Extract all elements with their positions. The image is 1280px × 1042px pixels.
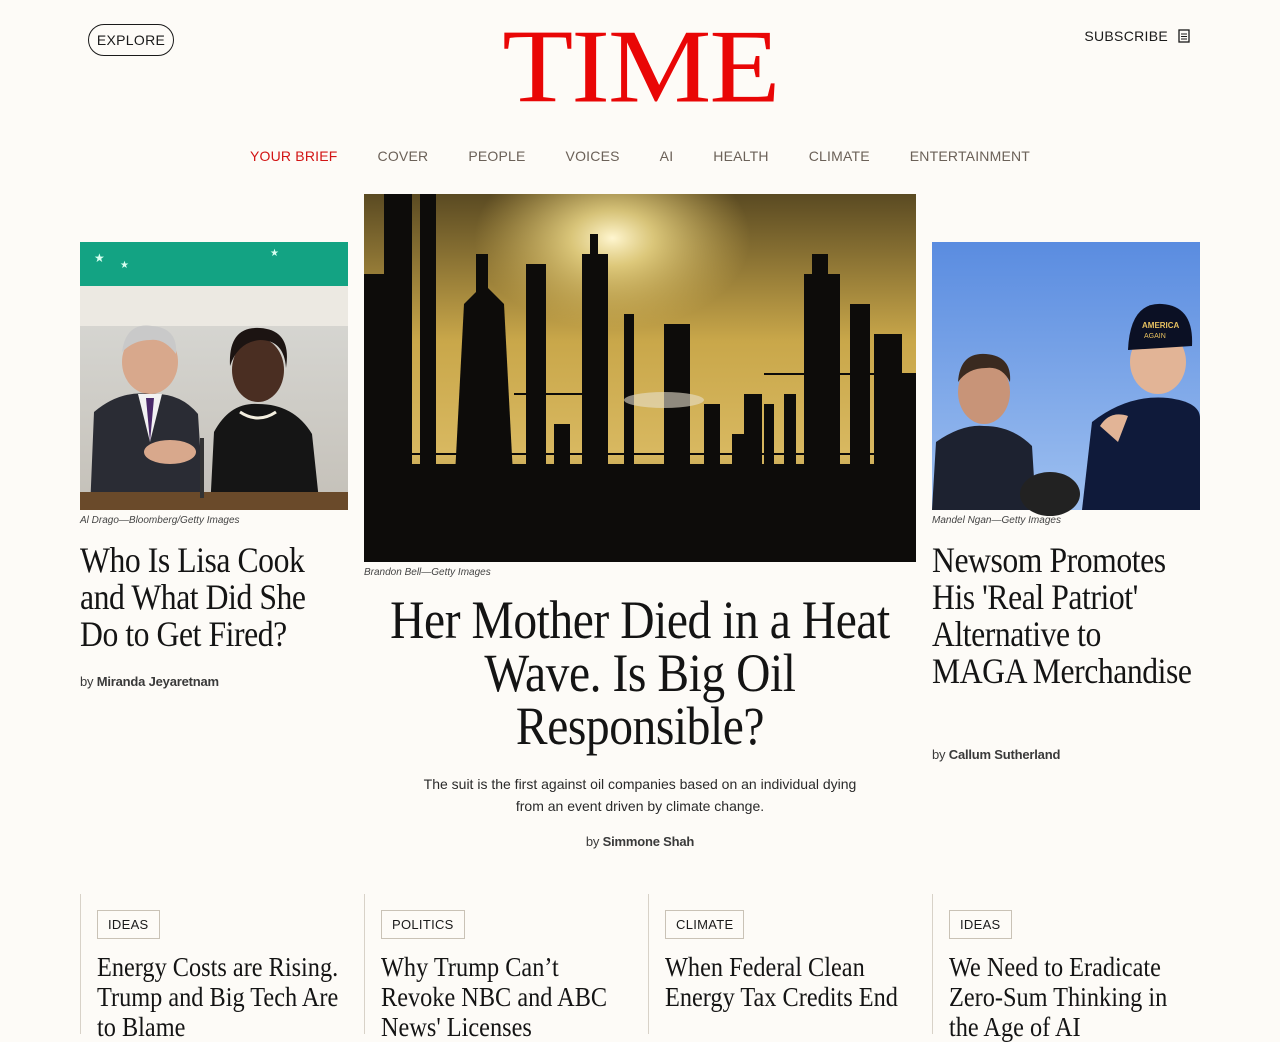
main-headline-text: Her Mother Died in a Heat Wave. Is Big Oil Responsible?	[390, 590, 890, 756]
right-story-byline	[932, 747, 1060, 762]
subscribe-button[interactable]	[1084, 28, 1190, 44]
press-photo	[932, 242, 1200, 510]
nav-climate[interactable]: CLIMATE	[808, 148, 870, 164]
nav-voices[interactable]: VOICES	[565, 148, 620, 164]
left-story-byline	[80, 674, 219, 689]
story-card[interactable]	[80, 894, 348, 1042]
section-tag[interactable]: IDEAS	[949, 910, 1012, 939]
subscribe-label: SUBSCRIBE	[1084, 28, 1168, 44]
right-story-image[interactable]	[932, 242, 1200, 510]
card-headline-text: When Federal Clean Energy Tax Credits End	[665, 952, 898, 1012]
byline-prefix: by	[585, 834, 603, 849]
card-headline-text: We Need to Eradicate Zero-Sum Thinking in the Age of AI	[949, 952, 1168, 1042]
svg-text:AMERICA: AMERICA	[1142, 321, 1180, 330]
logo-text: TIME	[501, 7, 779, 125]
nav-entertainment[interactable]: ENTERTAINMENT	[909, 148, 1031, 164]
right-story-author[interactable]: Callum Sutherland	[948, 747, 1061, 762]
refinery-photo	[364, 194, 916, 562]
right-story-headline[interactable]: Newsom Promotes His 'Real Patriot' Alternative to MAGA Merchandise	[932, 540, 1192, 691]
meeting-photo	[80, 242, 348, 510]
right-story-credit: Mandel Ngan—Getty Images	[932, 515, 1061, 526]
nav-your-brief[interactable]: YOUR BRIEF	[249, 148, 338, 164]
byline-prefix: by	[80, 674, 97, 689]
left-story-credit: Al Drago—Bloomberg/Getty Images	[80, 515, 240, 526]
main-story-credit: Brandon Bell—Getty Images	[364, 567, 491, 578]
story-card[interactable]	[364, 894, 632, 1042]
byline-prefix: by	[932, 747, 949, 762]
card-headline-text: Energy Costs are Rising. Trump and Big Tech Are to Blame	[97, 952, 339, 1042]
explore-button[interactable]: EXPLORE	[88, 24, 174, 56]
svg-text:★: ★	[270, 248, 279, 259]
card-headline[interactable]	[381, 952, 641, 1042]
main-story-byline	[0, 834, 1280, 849]
nav-health[interactable]: HEALTH	[713, 148, 769, 164]
main-story-author[interactable]: Simmone Shah	[602, 834, 695, 849]
section-tag[interactable]: IDEAS	[97, 910, 160, 939]
story-card[interactable]	[648, 894, 916, 1034]
section-nav	[0, 148, 1280, 164]
svg-text:AGAIN: AGAIN	[1144, 333, 1166, 340]
card-headline[interactable]	[665, 952, 925, 1012]
story-card[interactable]	[932, 894, 1200, 1042]
magazine-icon	[1178, 29, 1190, 43]
nav-ai[interactable]: AI	[659, 148, 674, 164]
left-story-headline[interactable]: Who Is Lisa Cook and What Did She Do to Get Fired?	[80, 540, 306, 654]
left-story-author[interactable]: Miranda Jeyaretnam	[96, 674, 219, 689]
main-story-dek: The suit is the first against oil companies based on an individual dying from an event driven by climate change.	[423, 776, 857, 814]
svg-text:★: ★	[94, 251, 105, 265]
svg-text:★: ★	[120, 260, 129, 271]
card-headline[interactable]	[97, 952, 357, 1042]
left-story-image[interactable]	[80, 242, 348, 510]
card-headline-text: Why Trump Can’t Revoke NBC and ABC News' Licenses	[381, 952, 608, 1042]
nav-cover[interactable]: COVER	[377, 148, 429, 164]
nav-people[interactable]: PEOPLE	[468, 148, 526, 164]
section-tag[interactable]: POLITICS	[381, 910, 465, 939]
main-story-image[interactable]	[364, 194, 916, 562]
card-headline[interactable]	[949, 952, 1209, 1042]
section-tag[interactable]: CLIMATE	[665, 910, 744, 939]
main-story-headline[interactable]	[356, 590, 924, 756]
